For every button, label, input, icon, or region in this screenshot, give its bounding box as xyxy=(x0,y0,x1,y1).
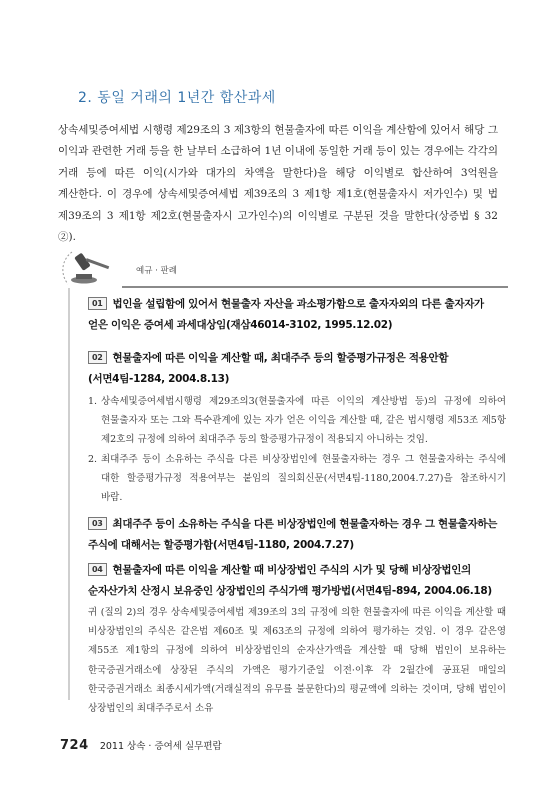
case-number-badge: 04 xyxy=(88,563,107,576)
case-list xyxy=(68,288,508,715)
case-section-label: 예규 · 판례 xyxy=(136,266,177,276)
case-title-text: 현물출자에 따른 이익을 계산할 때 비상장법인 주식의 시가 및 당해 비상장법인의 순자산가치 산정시 보유중인 상장법인의 주식가액 평가방법(서면4팀-894, 2004.06.18) xyxy=(88,564,492,597)
case-title-text: 현물출자에 따른 이익을 계산할 때, 최대주주 등의 할증평가규정은 적용안함(서면4팀-1284, 2004.8.13) xyxy=(88,352,449,385)
case-title xyxy=(88,294,506,336)
case-list-item xyxy=(88,450,506,508)
book-title: 2011 상속 · 증여세 실무편람 xyxy=(99,741,222,752)
case-04 xyxy=(88,560,506,718)
case-title xyxy=(88,348,506,390)
case-number-badge: 02 xyxy=(88,351,107,364)
case-title xyxy=(88,560,506,602)
case-01 xyxy=(88,294,506,336)
case-list-item xyxy=(88,392,506,450)
gavel-icon xyxy=(62,248,122,288)
case-03 xyxy=(88,514,506,556)
case-number-badge: 03 xyxy=(88,517,107,530)
case-title-text: 최대주주 등이 소유하는 주식을 다른 비상장법인에 현물출자하는 경우 그 현물출자하는 주식에 대해서는 할증평가함(서면4팀-1180, 2004.7.27) xyxy=(88,518,498,551)
page-footer xyxy=(60,738,222,753)
intro-paragraph: 상속세및증여세법 시행령 제29조의 3 제3항의 현물출자에 따른 이익을 계산함에 있어서 해당 그 이익과 관련한 거래 등을 한 날부터 소급하여 1년 이내에 동일한 거래 등이 있는 경우에는 각각의 거래 등에 따른 이익(시가와 대가의 차액을 말한다)을 해당 이익별로 합산하여 3억원을 계산한다. 이 경우에 상속세및증여세법 제39조의 3 제1항 제1호(현물출자시 저가인수) 및 법 제39조의 3 제1항 제2호(현물출자시 고가인수)의 이익별로 구분된 것을 말한다(상증법 § 32 ②). xyxy=(58,124,498,244)
list-marker: 2. xyxy=(88,453,98,465)
section-title: 2. 동일 거래의 1년간 합산과세 xyxy=(78,90,276,106)
case-02 xyxy=(88,348,506,507)
case-number-badge: 01 xyxy=(88,297,107,310)
case-title xyxy=(88,514,506,556)
list-marker: 1. xyxy=(88,396,98,407)
list-item-text: 최대주주 등이 소유하는 주식을 다른 비상장법인에 현물출자하는 경우 그 현물출자하는 주식에 대한 할증평가규정 적용여부는 붙임의 질의회신문(서면4팀-1180,2004.7.27)을 참조하시기 바람. xyxy=(101,453,506,504)
case-title-text: 법인을 설립함에 있어서 현물출자 자산을 과소평가함으로 출자자외의 다른 출자자가 얻은 이익은 증여세 과세대상임(재삼46014-3102, 1995.12.02) xyxy=(88,298,484,331)
list-item-text: 상속세및증여세법시행령 제29조의3(현물출자에 따른 이익의 계산방법 등)의 규정에 의하여 현물출자자 또는 그와 특수관계에 있는 자가 얻은 이익을 계산할 때, 같은 법시행령 제53조 제5항 제2호의 규정에 의하여 최대주주 등의 할증평가규정이 적용되지 아니하는 것임. xyxy=(101,396,506,446)
case-section-header xyxy=(62,248,508,288)
page-number: 724 xyxy=(60,738,89,753)
case-body: 귀 (질의 2)의 경우 상속세및증여세법 제39조의 3의 규정에 의한 현물출자에 따른 이익을 계산할 때 비상장법인의 주식은 같은법 제60조 및 제63조의 규정에 의하여 평가하는 것임. 이 경우 같은영 제55조 제1항의 규정에 의하여 비상장법인의 순자산가액을 계산할 때 당해 법인이 보유하는 한국증권거래소에 상장된 주식의 가액은 평가기준일 이전·이후 각 2월간에 공표된 매일의 한국증권거래소 최종시세가액(거래실적의 유무를 불문한다)의 평균액에 의하는 것이며, 당해 법인이 상장법인의 최대주주로서 소유 xyxy=(88,607,506,715)
